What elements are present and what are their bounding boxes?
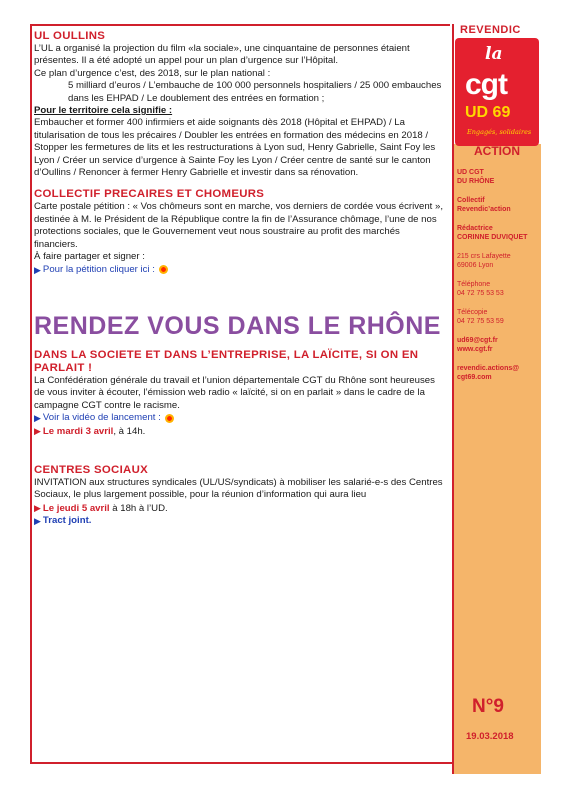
redactrice-block xyxy=(457,225,539,242)
fax-label: Télécopie xyxy=(457,309,488,316)
play-arrow-icon: ▶ xyxy=(34,264,41,275)
paragraph: La Confédération générale du travail et l’union départementale CGT du Rhône sont heureuses de vous inviter à écouter, l’émission web radio « laïcité, si on en parlait » dans le cadre de la campagne CGT contre le racisme. xyxy=(34,374,435,411)
collectif-block xyxy=(457,197,539,214)
org-block xyxy=(457,169,539,186)
address-line: 215 crs Lafayette xyxy=(457,253,511,260)
web-block xyxy=(457,337,539,354)
logo-ud: UD 69 xyxy=(465,104,511,121)
event-date: Le jeudi 5 avril xyxy=(42,502,110,514)
event-time: à 18h à l’UD. xyxy=(109,502,168,514)
spacer xyxy=(34,438,446,464)
video-link[interactable] xyxy=(34,412,446,424)
logo-la: la xyxy=(485,44,503,64)
paragraph: Embaucher et former 400 infirmiers et aide soignants dès 2018 (Hôpital et EHPAD) / La titularisation de tous les précaires / Doubler les entrées en formation des médecins en 2018 / Stopper les fermetures de lits et les restructurations à Lyon sud, Henry Gabrielle, Saint Foy les Lyon / Créer un service d’urgence à Sainte Foy les Lyon / Créer centre de santé sur le canton d’Oullins / Renoncer à fermer Henry Gabrielle et investir dans sa rénovation. xyxy=(34,117,436,179)
tract-link-label[interactable]: Tract joint. xyxy=(42,515,92,527)
paragraph: Ce plan d’urgence c’est, des 2018, sur le plan national : xyxy=(34,67,271,79)
spacer xyxy=(34,276,446,312)
address-line: 69006 Lyon xyxy=(457,261,494,269)
issue-date: 19.03.2018 xyxy=(466,731,514,742)
email-link[interactable]: revendic.actions@ xyxy=(457,365,520,372)
org-line: UD CGT xyxy=(457,169,484,176)
website-link[interactable]: www.cgt.fr xyxy=(457,345,493,353)
fax-number: 04 72 75 53 59 xyxy=(457,317,504,325)
masthead-revendic: REVENDIC xyxy=(460,24,521,36)
petition-link[interactable] xyxy=(34,264,446,276)
play-arrow-icon: ▶ xyxy=(34,413,41,424)
sidebar xyxy=(452,24,542,764)
phone-label: Téléphone xyxy=(457,281,491,288)
org-line: DU RHÔNE xyxy=(457,177,495,185)
paragraph: Carte postale pétition : « Vos chômeurs sont en marche, vos derniers de cordée vous écrivent », destinée à M. le Président de la République contre la fin de l’Assurance chômage, l’une de nos protections sociales, que le Gouvernement veut nous soustraire au profit des marchés financiers. xyxy=(34,201,444,250)
email-link[interactable]: ud69@cgt.fr xyxy=(457,337,498,344)
collectif-line: Revendic’action xyxy=(457,205,511,213)
play-arrow-icon: ▶ xyxy=(34,516,41,527)
spacer xyxy=(34,340,446,349)
top-rule xyxy=(30,24,450,26)
email-link[interactable]: cgt69.com xyxy=(457,373,492,381)
paragraph: À faire partager et signer : xyxy=(34,251,145,263)
play-arrow-icon: ▶ xyxy=(34,425,41,436)
main-column xyxy=(34,30,446,528)
paragraph: 5 milliard d’euros / L’embauche de 100 000 personnels hospitaliers / 25 000 embauches dans les EHPAD / Le doublement des entrées en formation ; xyxy=(68,80,442,104)
paragraph: L’UL a organisé la projection du film «la sociale», une cinquantaine de personnes étaient présentes. Il a été adopté un appel pour un plan d’urgence sur l’Hôpital. xyxy=(34,43,410,67)
paragraph: INVITATION aux structures syndicales (UL/US/syndicats) à mobiliser les salarié-e-s des Centres Sociaux, le plus largement possible, pour la réunion d’information qui aura lieu xyxy=(34,476,443,501)
phone-number: 04 72 75 53 53 xyxy=(457,289,504,297)
issue-number: N°9 xyxy=(472,696,504,717)
event-date: Le mardi 3 avril xyxy=(42,425,114,437)
address-block xyxy=(457,253,539,270)
email2-block[interactable] xyxy=(457,365,539,382)
subheading: Pour le territoire cela signifie : xyxy=(34,105,173,117)
sidebar-info xyxy=(457,169,539,393)
redactrice-name: CORINNE DUVIQUET xyxy=(457,233,528,241)
sidebar-rule xyxy=(452,24,454,774)
logo-cgt: cgt xyxy=(465,68,507,101)
event-date-line xyxy=(34,502,446,515)
logo-slogan: Engagés, solidaires xyxy=(467,128,532,136)
section-title-collectif: COLLECTIF PRECAIRES ET CHOMEURS xyxy=(34,188,265,201)
left-rule xyxy=(30,24,32,764)
event-date-line xyxy=(34,425,446,438)
link-dot-icon[interactable] xyxy=(165,414,174,423)
video-link-label[interactable]: Voir la vidéo de lancement : xyxy=(42,412,161,424)
section-title-ul-oullins: UL OULLINS xyxy=(34,30,106,42)
section-title-laicite: DANS LA SOCIETE ET DANS L’ENTREPRISE, LA LAÏCITE, SI ON EN PARLAIT ! xyxy=(34,348,419,374)
collectif-line: Collectif xyxy=(457,197,485,204)
masthead-action: ACTION xyxy=(474,144,520,158)
petition-link-label[interactable]: Pour la pétition cliquer ici : xyxy=(42,263,155,275)
redactrice-label: Rédactrice xyxy=(457,225,493,232)
rendez-vous-title: RENDEZ VOUS DANS LE RHÔNE xyxy=(34,311,441,340)
cgt-logo xyxy=(455,38,539,146)
event-time: , à 14h. xyxy=(113,425,146,437)
section-title-centres: CENTRES SOCIAUX xyxy=(34,463,148,476)
play-arrow-icon: ▶ xyxy=(34,502,41,513)
tract-link[interactable] xyxy=(34,515,446,527)
spacer xyxy=(34,179,446,188)
phone-block xyxy=(457,281,539,298)
fax-block xyxy=(457,309,539,326)
link-dot-icon[interactable] xyxy=(159,265,168,274)
